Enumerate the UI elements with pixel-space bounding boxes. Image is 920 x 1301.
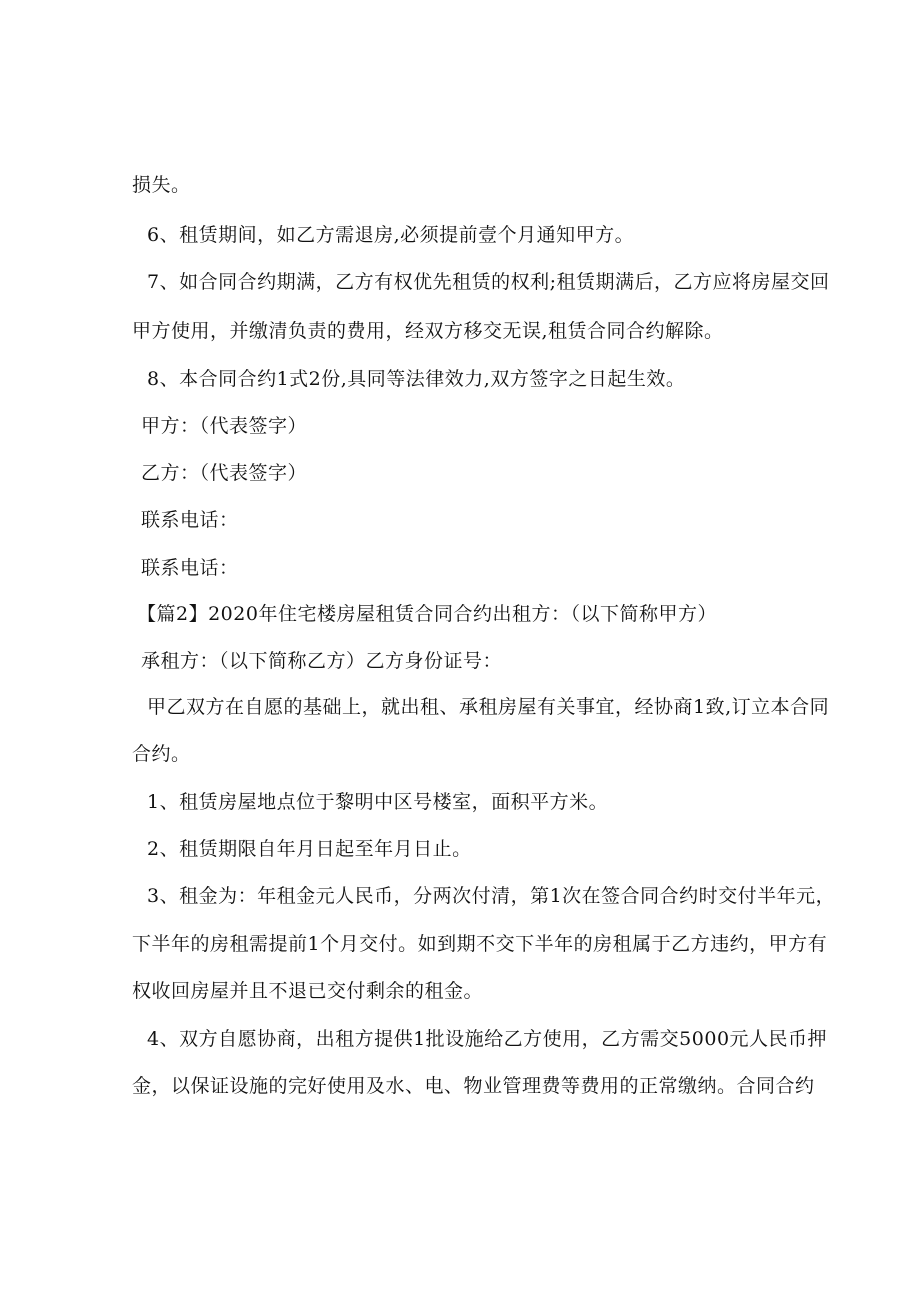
text-line: 损失。 — [132, 174, 191, 196]
section-heading: 【篇2】2020年住宅楼房屋租赁合同合约出租方：（以下简称甲方） — [137, 603, 717, 625]
text-line: 甲方使用，并缴清负责的费用，经双方移交无误,租赁合同合约解除。 — [132, 320, 724, 342]
contact-phone-line: 联系电话： — [141, 557, 239, 579]
contact-phone-line: 联系电话： — [141, 509, 239, 531]
text-line: 1、租赁房屋地点位于黎明中区号楼室，面积平方米。 — [147, 791, 609, 813]
text-line: 2、租赁期限自年月日起至年月日止。 — [147, 838, 472, 860]
signature-line-party-b: 乙方：（代表签字） — [141, 462, 308, 484]
text-line: 金，以保证设施的完好使用及水、电、物业管理费等费用的正常缴纳。合同合约 — [132, 1075, 815, 1097]
text-line: 4、双方自愿协商，出租方提供1批设施给乙方使用，乙方需交5000元人民币押 — [147, 1028, 828, 1050]
text-line: 8、本合同合约1式2份,具同等法律效力,双方签字之日起生效。 — [147, 368, 686, 390]
text-line: 3、租金为：年租金元人民币，分两次付清，第1次在签合同合约时交付半年元， — [147, 885, 836, 907]
text-line: 7、如合同合约期满，乙方有权优先租赁的权利;租赁期满后，乙方应将房屋交回 — [147, 271, 830, 293]
text-line: 下半年的房租需提前1个月交付。如到期不交下半年的房租属于乙方违约，甲方有 — [132, 933, 828, 955]
text-line: 承租方：（以下简称乙方）乙方身份证号： — [141, 650, 503, 672]
text-line: 权收回房屋并且不退已交付剩余的租金。 — [132, 980, 484, 1002]
text-line: 合约。 — [132, 743, 191, 765]
text-line: 6、租赁期间，如乙方需退房,必须提前壹个月通知甲方。 — [147, 224, 635, 246]
text-line: 甲乙双方在自愿的基础上，就出租、承租房屋有关事宜，经协商1致,订立本合同 — [147, 696, 830, 718]
signature-line-party-a: 甲方：（代表签字） — [141, 415, 308, 437]
